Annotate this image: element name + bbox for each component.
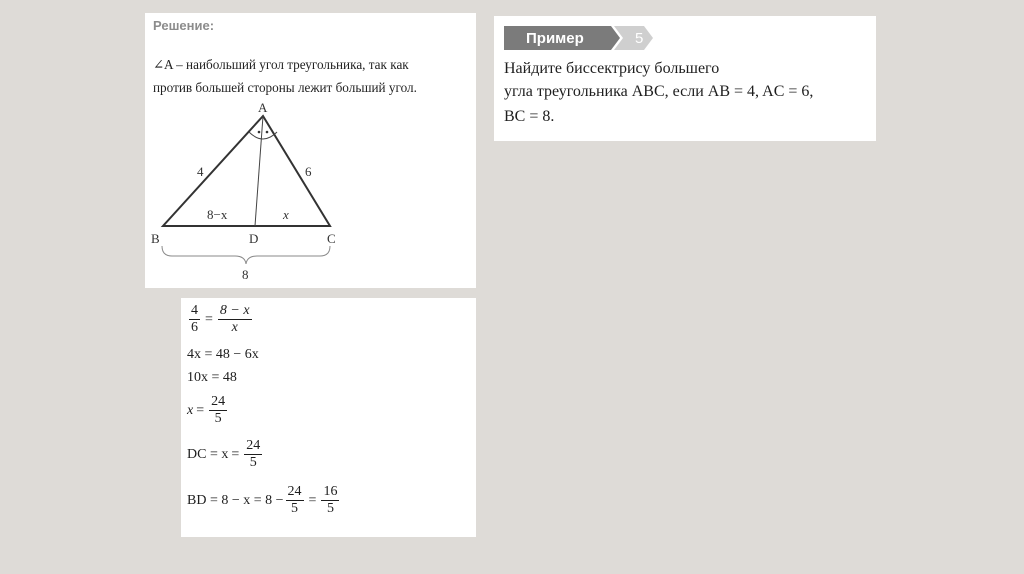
vertex-a-label: A bbox=[258, 100, 268, 115]
equation-4 bbox=[187, 395, 229, 426]
task-line-3: BC = 8. bbox=[504, 108, 555, 125]
fraction bbox=[286, 485, 304, 516]
solution-line-2: против большей стороны лежит больший угол. bbox=[153, 80, 417, 95]
lhs: x bbox=[187, 402, 194, 418]
vertex-b-label: B bbox=[151, 231, 160, 246]
segment-dc-label: x bbox=[283, 207, 289, 222]
triangle-figure bbox=[145, 13, 476, 288]
segment-bd-label: 8−x bbox=[207, 207, 228, 222]
point-d-label: D bbox=[249, 231, 259, 246]
side-ab-label: 4 bbox=[197, 164, 204, 179]
numerator: 24 bbox=[246, 438, 261, 453]
math-panel bbox=[181, 298, 476, 537]
equals-sign: = bbox=[231, 446, 240, 462]
denominator: 5 bbox=[326, 501, 334, 516]
solution-panel bbox=[145, 13, 476, 288]
denominator: x bbox=[231, 320, 238, 335]
lhs: BD = 8 − x = 8 − bbox=[187, 492, 284, 508]
side-ac-label: 6 bbox=[305, 164, 312, 179]
numerator: 24 bbox=[287, 484, 302, 499]
equals-sign: = bbox=[308, 492, 317, 508]
equation-3: 10x = 48 bbox=[187, 370, 237, 385]
solution-heading: Решение: bbox=[153, 18, 215, 33]
badge-label: Пример bbox=[526, 30, 584, 47]
equals-sign: = bbox=[196, 402, 205, 418]
task-line-2: угла треугольника ABC, если AB = 4, AC = 6, bbox=[504, 83, 814, 100]
fraction bbox=[189, 304, 200, 335]
example-badge bbox=[504, 26, 656, 50]
fraction bbox=[321, 485, 339, 516]
vertex-c-label: C bbox=[327, 231, 336, 246]
task-line-1: Найдите биссектрису большего bbox=[504, 60, 720, 77]
denominator: 5 bbox=[249, 455, 257, 470]
fraction bbox=[244, 439, 262, 470]
base-brace bbox=[162, 246, 330, 264]
badge-number: 5 bbox=[635, 30, 644, 47]
solution-line-1: ∠A – наибольший угол треугольника, так как bbox=[153, 57, 409, 72]
angle-mark-left bbox=[258, 131, 261, 134]
base-length-label: 8 bbox=[242, 267, 249, 282]
example-panel bbox=[494, 16, 876, 141]
denominator: 5 bbox=[291, 501, 299, 516]
fraction bbox=[218, 304, 252, 335]
numerator: 24 bbox=[211, 394, 226, 409]
denominator: 5 bbox=[214, 411, 222, 426]
angle-mark-right bbox=[266, 131, 269, 134]
denominator: 6 bbox=[191, 320, 198, 335]
numerator: 8 − x bbox=[219, 303, 250, 318]
badge-shape bbox=[504, 26, 656, 50]
numerator: 16 bbox=[323, 484, 338, 499]
equation-6 bbox=[187, 485, 341, 516]
equation-2: 4x = 48 − 6x bbox=[187, 347, 259, 362]
numerator: 4 bbox=[191, 303, 198, 318]
equals-sign: = bbox=[205, 311, 213, 327]
fraction bbox=[209, 395, 227, 426]
equation-5 bbox=[187, 439, 264, 470]
equation-1 bbox=[187, 304, 254, 335]
lhs: DC = x bbox=[187, 446, 229, 462]
